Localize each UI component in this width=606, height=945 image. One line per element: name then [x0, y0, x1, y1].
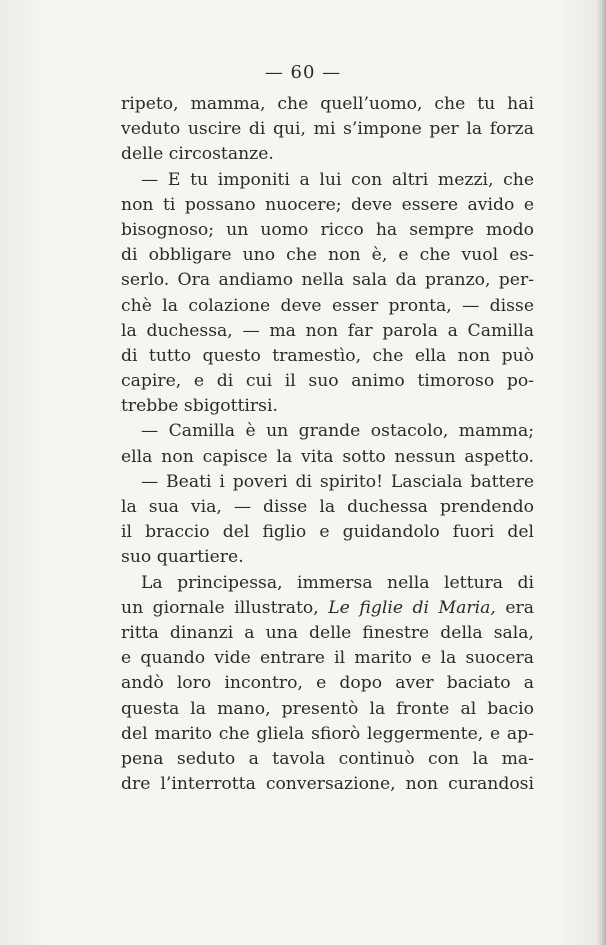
text-line: veduto uscire di qui, mi s’impone per la forza	[121, 119, 534, 140]
text-segment: un giornale illustrato,	[121, 597, 329, 618]
text-line: il braccio del figlio e guidandolo fuori del	[121, 522, 534, 543]
text-line-with-title	[121, 596, 534, 621]
text-line: del marito che gliela sfiorò leggermente, e ap-	[121, 723, 534, 744]
text-line: di obbligare uno che non è, e che vuol es-	[121, 245, 534, 266]
text-line: chè la colazione deve esser pronta, — disse	[121, 295, 534, 316]
text-line: pena seduto a tavola continuò con la ma-	[121, 748, 534, 769]
text-line: questa la mano, presentò la fronte al bacio	[121, 698, 534, 719]
text-line: ella non capisce la vita sotto nessun aspetto.	[121, 446, 534, 467]
text-line: ritta dinanzi a una delle finestre della sala,	[121, 622, 534, 643]
text-line: non ti possano nuocere; deve essere avido e	[121, 194, 534, 215]
text-line: capire, e di cui il suo animo timoroso po-	[121, 371, 534, 392]
text-line: — Beati i poveri di spirito! Lasciala battere	[141, 471, 534, 492]
text-line: — E tu imponiti a lui con altri mezzi, che	[141, 169, 534, 190]
text-line: di tutto questo tramestìo, che ella non può	[121, 345, 534, 366]
text-line: la sua via, — disse la duchessa prendendo	[121, 497, 534, 517]
text-line: bisognoso; un uomo ricco ha sempre modo	[121, 219, 534, 240]
text-segment: era	[495, 597, 534, 618]
text-line: dre l’interrotta conversazione, non curandosi	[121, 774, 534, 795]
text-line: ripeto, mamma, che quell’uomo, che tu hai	[121, 94, 534, 114]
page-number: — 60 —	[264, 62, 342, 83]
text-line: e quando vide entrare il marito e la suocera	[121, 648, 534, 669]
page-edge-shadow	[596, 0, 606, 945]
text-line: serlo. Ora andiamo nella sala da pranzo, per-	[121, 270, 534, 291]
body-text	[121, 92, 534, 797]
newspaper-title: Le figlie di Maria,	[328, 597, 496, 618]
text-line: — Camilla è un grande ostacolo, mamma;	[141, 421, 534, 442]
text-line: La principessa, immersa nella lettura di	[141, 572, 534, 593]
text-line: andò loro incontro, e dopo aver baciato a	[121, 673, 534, 694]
text-line: suo quartiere.	[121, 547, 244, 568]
text-line: la duchessa, — ma non far parola a Camilla	[121, 320, 534, 341]
text-line: delle circostanze.	[121, 144, 274, 165]
text-line: trebbe sbigottirsi.	[121, 396, 278, 417]
